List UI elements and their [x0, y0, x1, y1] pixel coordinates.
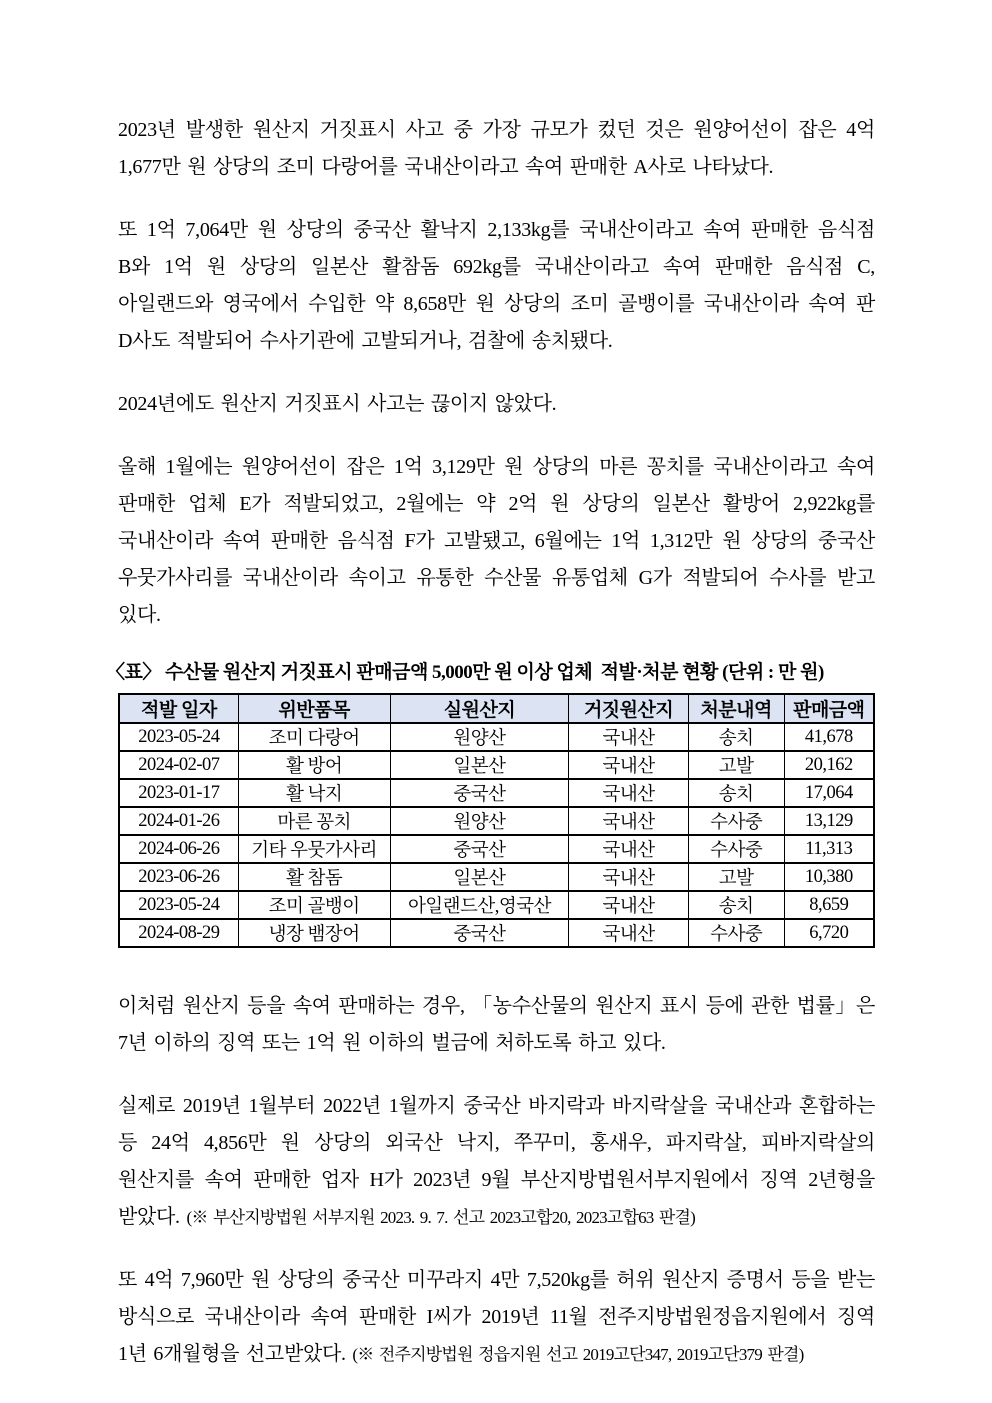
busan-court-citation: (※ 부산지방법원 서부지원 2023. 9. 7. 선고 2023고합20, 2023고합63 판결): [186, 1208, 696, 1227]
table-cell: 국내산: [569, 723, 688, 751]
table-cell: 활 방어: [238, 751, 390, 779]
table-cell: 2024-01-26: [119, 807, 238, 835]
table-cell: 2024-06-26: [119, 835, 238, 863]
table-row: [119, 751, 874, 779]
paragraph-busan-case-text: 실제로 2019년 1월부터 2022년 1월까지 중국산 바지락과 바지락살을 국내산과 혼합하는 등 24억 4,856만 원 상당의 외국산 낙지, 쭈꾸미, 홍새우, 파지락살, 피바지락살의 원산지를 속여 판매한 업자 H가 2023년 9월 부산지방법원서부지원에서 징역 2년형을 받았다.: [118, 1095, 875, 1228]
table-cell: 국내산: [569, 807, 688, 835]
table-cell: 2023-05-24: [119, 723, 238, 751]
table-cell: 고발: [688, 751, 784, 779]
table-cell: 2024-08-29: [119, 919, 238, 947]
table-cell: 중국산: [390, 919, 569, 947]
table-cell: 원양산: [390, 807, 569, 835]
table-cell: 냉장 뱀장어: [238, 919, 390, 947]
table-cell: 20,162: [784, 751, 874, 779]
table-cell: 국내산: [569, 835, 688, 863]
paragraph-other-2023-cases: 또 1억 7,064만 원 상당의 중국산 활낙지 2,133kg를 국내산이라고 속여 판매한 음식점 B와 1억 원 상당의 일본산 활참돔 692kg를 국내산이라고 속여 판매한 음식점 C, 아일랜드와 영국에서 수입한 약 8,658만 원 상당의 조미 골뱅이를 국내산이라 속여 판 D사도 적발되어 수사기관에 고발되거나, 검찰에 송치됐다.: [118, 219, 875, 352]
paragraph-2023-largest-case: 2023년 발생한 원산지 거짓표시 사고 중 가장 규모가 컸던 것은 원양어선이 잡은 4억 1,677만 원 상당의 조미 다랑어를 국내산이라고 속여 판매한 A사로 나타났다.: [118, 119, 875, 178]
seizure-table-body: [119, 723, 874, 947]
table-cell: 조미 골뱅이: [238, 891, 390, 919]
table-cell: 원양산: [390, 723, 569, 751]
paragraph-law-penalty-text: 이처럼 원산지 등을 속여 판매하는 경우, 「농수산물의 원산지 표시 등에 관한 법률」은 7년 이하의 징역 또는 1억 원 이하의 벌금에 처하도록 하고 있다.: [118, 995, 875, 1054]
table-cell: 8,659: [784, 891, 874, 919]
table-cell: 중국산: [390, 835, 569, 863]
table-cell: 수사중: [688, 807, 784, 835]
table-cell: 국내산: [569, 919, 688, 947]
paragraph-jeonju-case-text: 또 4억 7,960만 원 상당의 중국산 미꾸라지 4만 7,520kg를 허위 원산지 증명서 등을 받는 방식으로 국내산이라 속여 판매한 I씨가 2019년 11월 전주지방법원정읍지원에서 징역 1년 6개월형을 선고받았다.: [118, 1269, 875, 1365]
table-cell: 송치: [688, 723, 784, 751]
table-cell: 일본산: [390, 751, 569, 779]
table-cell: 국내산: [569, 891, 688, 919]
table-header-row: [119, 694, 874, 723]
table-row: [119, 863, 874, 891]
table-cell: 11,313: [784, 835, 874, 863]
paragraph-2024-intro: 2024년에도 원산지 거짓표시 사고는 끊이지 않았다.: [118, 393, 557, 415]
paragraph-law-penalty: [118, 988, 875, 1062]
table-cell: 조미 다랑어: [238, 723, 390, 751]
paragraph-2024-cases: 올해 1월에는 원양어선이 잡은 1억 3,129만 원 상당의 마른 꽁치를 국내산이라고 속여 판매한 업체 E가 적발되었고, 2월에는 약 2억 원 상당의 일본산 활방어 2,922kg를 국내산이라 속여 판매한 음식점 F가 고발됐고, 6월에는 1억 1,312만 원 상당의 중국산 우뭇가사리를 국내산이라 속이고 유통한 수산물 유통업체 G가 적발되어 수사를 받고 있다.: [118, 456, 875, 626]
table-cell: 국내산: [569, 779, 688, 807]
table-cell: 국내산: [569, 863, 688, 891]
table-header-cell: 판매금액: [784, 694, 874, 723]
table-cell: 활 참돔: [238, 863, 390, 891]
table-cell: 수사중: [688, 835, 784, 863]
table-cell: 송치: [688, 891, 784, 919]
paragraph-busan-case: [118, 1088, 875, 1236]
jeonju-court-citation: (※ 전주지방법원 정읍지원 선고 2019고단347, 2019고단379 판결): [352, 1345, 804, 1364]
table-title: 〈표〉 수산물 원산지 거짓표시 판매금액 5,000만 원 이상 업체 적발·처분 현황 (단위 : 만 원): [106, 662, 824, 683]
table-cell: 아일랜드산,영국산: [390, 891, 569, 919]
table-cell: 중국산: [390, 779, 569, 807]
table-cell: 2023-06-26: [119, 863, 238, 891]
table-row: [119, 835, 874, 863]
seizure-table: [118, 693, 875, 948]
table-row: [119, 891, 874, 919]
table-header-cell: 거짓원산지: [569, 694, 688, 723]
table-header-cell: 처분내역: [688, 694, 784, 723]
table-cell: 17,064: [784, 779, 874, 807]
table-row: [119, 723, 874, 751]
table-cell: 마른 꽁치: [238, 807, 390, 835]
table-cell: 수사중: [688, 919, 784, 947]
table-row: [119, 807, 874, 835]
table-cell: 활 낙지: [238, 779, 390, 807]
table-cell: 41,678: [784, 723, 874, 751]
table-header-cell: 적발 일자: [119, 694, 238, 723]
table-cell: 10,380: [784, 863, 874, 891]
table-cell: 2023-01-17: [119, 779, 238, 807]
table-cell: 일본산: [390, 863, 569, 891]
table-cell: 2023-05-24: [119, 891, 238, 919]
table-row: [119, 779, 874, 807]
table-cell: 13,129: [784, 807, 874, 835]
table-cell: 2024-02-07: [119, 751, 238, 779]
table-row: [119, 919, 874, 947]
table-cell: 국내산: [569, 751, 688, 779]
table-header-cell: 실원산지: [390, 694, 569, 723]
table-header-cell: 위반품목: [238, 694, 390, 723]
table-cell: 6,720: [784, 919, 874, 947]
table-cell: 기타 우뭇가사리: [238, 835, 390, 863]
table-cell: 송치: [688, 779, 784, 807]
table-cell: 고발: [688, 863, 784, 891]
paragraph-jeonju-case: [118, 1262, 875, 1373]
